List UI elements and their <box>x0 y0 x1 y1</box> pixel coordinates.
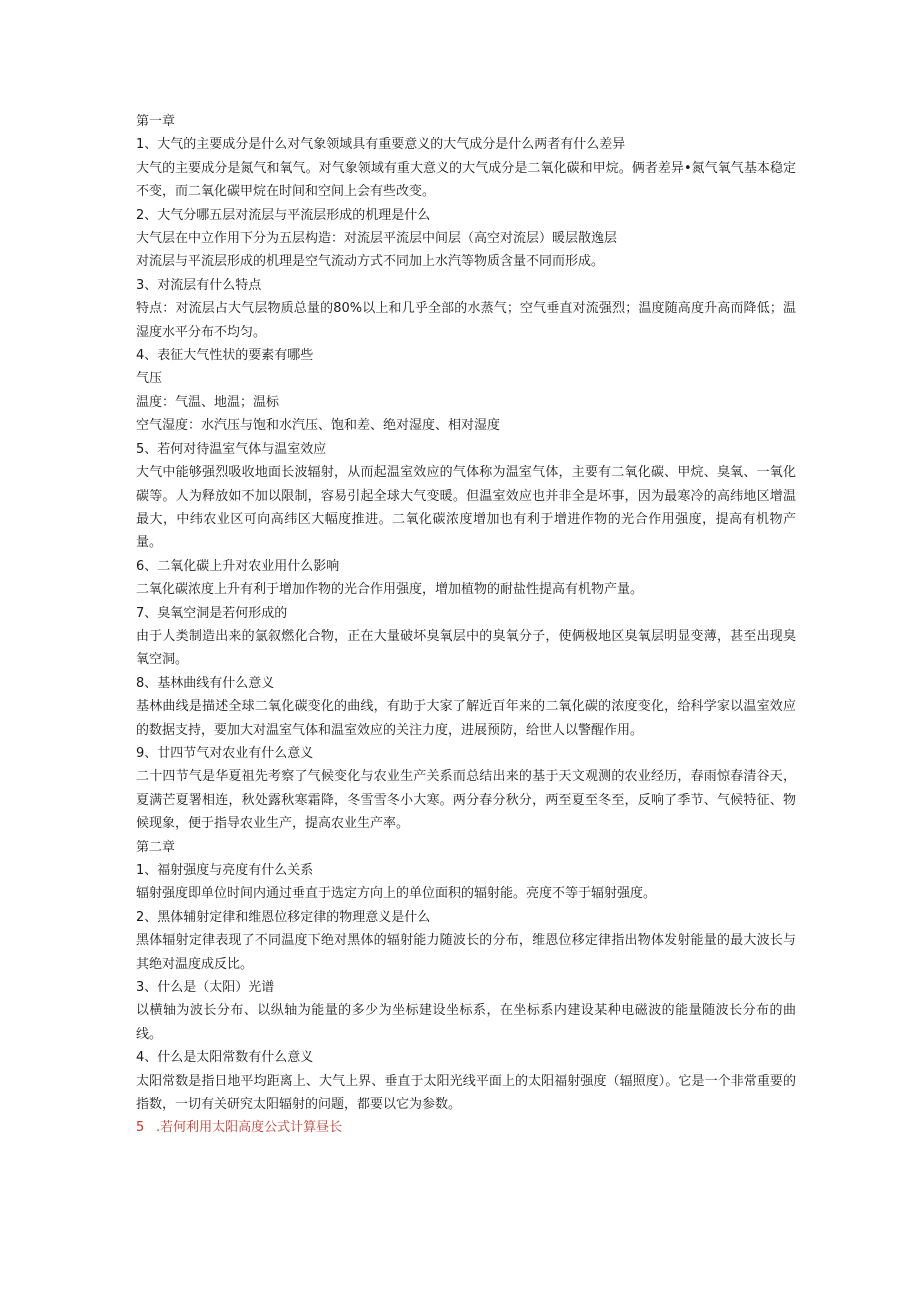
chapter-1-title: 第一章 <box>136 114 176 129</box>
question-9-title: 9、廿四节气对农业有什么意义 <box>136 745 314 761</box>
chapter-2-question-1-title: 1、福射强度与亮度有什么关系 <box>136 863 314 878</box>
question-8-answer: 基林曲线是描述全球二氧化碳变化的曲线，有助于大家了解近百年来的二氧化碳的浓度变化，给科学家以温室效应的数据支持，要加大对温室气体和温室效应的关注力度，进展预防，给世人以警醒作用。 <box>136 699 796 738</box>
chapter-2-question-3-answer: 以横轴为波长分布、以纵轴为能量的多少为坐标建设坐标系，在坐标系内建设某种电磁波的能量随波长分布的曲线。 <box>136 1003 796 1042</box>
chapter-2-question-1-answer: 辐射强度即单位时间内通过垂直于选定方向上的单位面积的辐射能。亮度不等于辐射强度。 <box>136 886 657 902</box>
question-2-answer-2: 对流层与平流层形成的机理是空气流动方式不同加上水汽等物质含量不同而形成。 <box>136 254 605 270</box>
chapter-2-question-4-title: 4、什么是太阳常数有什么意义 <box>136 1050 314 1066</box>
question-3-answer: 特点：对流层占大气层物质总量的80%以上和几乎全部的水蒸气；空气垂直对流强烈；温度随高度升高而降低；温湿度水平分布不均匀。 <box>136 301 796 340</box>
question-4-title: 4、表征大气性状的要素有哪些 <box>136 348 314 364</box>
question-6-answer: 二氧化碳浓度上升有利于增加作物的光合作用强度，增加植物的耐盐性提高有机物产量。 <box>136 582 644 598</box>
question-1-title: 1、大气的主要成分是什么对气象领域具有重要意义的大气成分是什么两者有什么差异 <box>136 137 626 153</box>
chapter-2-title: 第二章 <box>136 839 176 855</box>
chapter-2-question-5-title <box>136 1116 796 1139</box>
question-7-answer: 由于人类制造出来的氯叙燃化合物，正在大量破坏臭氧层中的臭氧分子，使俩极地区臭氧层明显变薄，甚至出现臭氧空洞。 <box>136 628 796 668</box>
question-5-answer: 大气中能够强烈吸收地面长波辐射，从而起温室效应的气体称为温室气体，主要有二氧化碳、甲烷、臭氧、一氧化碳等。人为释放如不加以限制，容易引起全球大气变暖。但温室效应也并非全是坏事，因为最寒冷的高纬地区增温最大，中纬农业区可向高纬区大幅度推进。二氧化碳浓度增加也有利于增进作物的光合作用强度，提高有机物产量。 <box>136 465 796 551</box>
question-5-text: .若何利用太阳高度公式计算昼长 <box>156 1120 343 1136</box>
question-1-answer: 大气的主要成分是氮气和氧气。对气象领域有重大意义的大气成分是二氧化碳和甲烷。俩者差异•氮气氧气基本稳定不变，而二氧化碳甲烷在时间和空间上会有些改变。 <box>136 160 796 200</box>
question-9-answer: 二十四节气是华夏祖先考察了气候变化与农业生产关系而总结出来的基于天文观测的农业经历，春雨惊春清谷天，夏满芒夏署相连，秋处露秋寒霜降，冬雪雪冬小大寒。两分春分秋分，两至夏至冬至，反响了季节、气候特征、物候现象，便于指导农业生产，提高农业生产率。 <box>136 769 796 832</box>
question-7-title: 7、臭氧空洞是若何形成的 <box>136 605 288 621</box>
question-4-answer-1: 气压 <box>136 371 163 387</box>
chapter-2-question-2-title: 2、黑体辅射定律和维恩位移定律的物理意义是什么 <box>136 909 431 925</box>
chapter-2-question-3-title: 3、什么是（太阳）光谱 <box>136 980 275 996</box>
question-4-answer-3: 空气湿度：水汽压与饱和水汽压、饱和差、绝对湿度、相对湿度 <box>136 418 501 434</box>
question-6-title: 6、二氧化碳上升对农业用什么影响 <box>136 558 340 574</box>
question-4-answer-2: 温度：气温、地温；温标 <box>136 394 280 410</box>
question-2-title: 2、大气分哪五层对流层与平流层形成的机理是什么 <box>136 207 431 223</box>
question-5-number: 5 <box>136 1120 145 1136</box>
chapter-2-question-2-answer: 黑体辐射定律表现了不同温度下绝对黑体的辐射能力随波长的分布，维恩位移定律指出物体发射能量的最大波长与其绝对温度成反比。 <box>136 933 796 972</box>
question-8-title: 8、基林曲线有什么意义 <box>136 675 275 691</box>
document-page <box>136 110 796 1140</box>
question-5-title: 5、若何对待温室气体与温室效应 <box>136 441 327 457</box>
question-3-title: 3、对流层有什么特点 <box>136 277 262 293</box>
chapter-2-question-4-answer: 太阳常数是指日地平均距离上、大气上界、垂直于太阳光线平面上的太阳福射强度（辐照度）。它是一个非常重要的指数，一切有关研究太阳辐射的问题，都要以它为参数。 <box>136 1073 796 1113</box>
question-2-answer-1: 大气层在中立作用下分为五层构造：对流层平流层中间层（高空对流层）暖层散逸层 <box>136 231 618 247</box>
